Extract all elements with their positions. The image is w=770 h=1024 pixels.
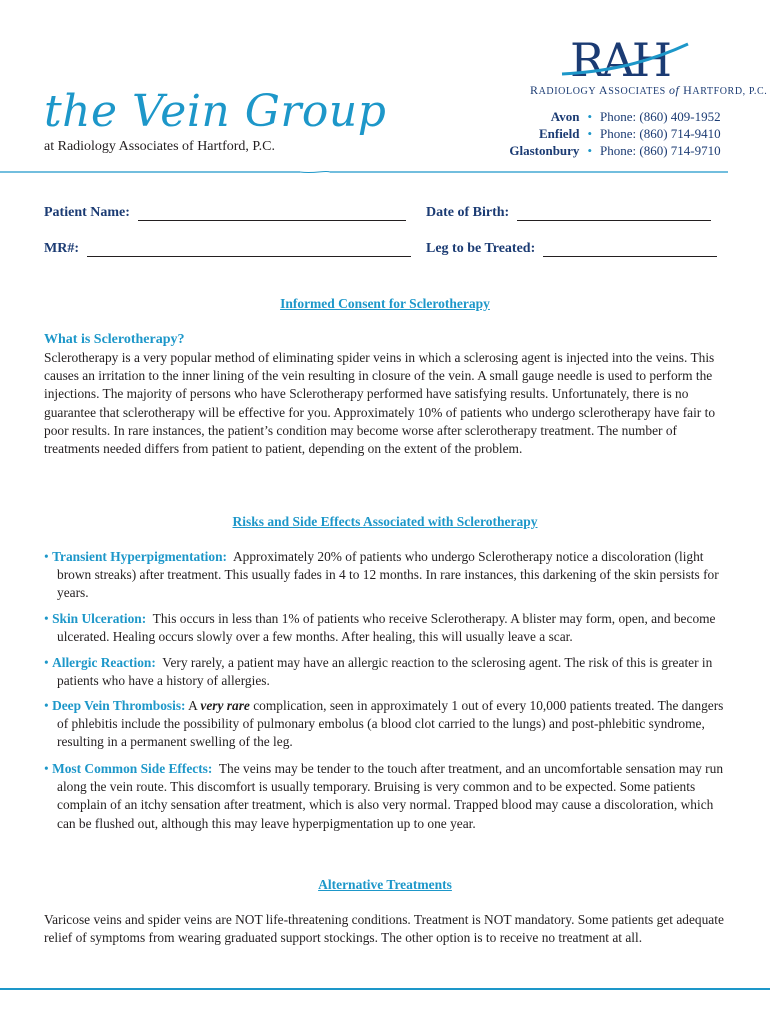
risk-text: Approximately 20% of patients who undergo Sclerotherapy notice a discoloration (light brown streaks) after treatment. This usually fades in 4 to 12 months. In rare instances, this darkening of the skin persists for years. [57,549,719,601]
footer-divider [0,988,770,990]
risk-term: Most Common Side Effects: [52,761,213,776]
risk-item [44,760,730,833]
patient-name-field[interactable]: Patient Name: [44,205,406,221]
bullet-dot: • [587,109,592,124]
location-glastonbury: Glastonbury • Phone: (860) 714-9710 [509,143,721,158]
alternatives-heading: Alternative Treatments [318,877,452,892]
risk-item [44,654,730,690]
rah-caption: RADIOLOGY ASSOCIATES of HARTFORD, P.C. [530,83,768,97]
risk-item [44,548,730,603]
risk-item: • Deep Vein Thrombosis: A very rare complication, seen in approximately 1 out of every 10,000 patients treated. The dangers of phlebitis include the possibility of pulmonary embolus (a blood clot carried to the lungs) and post-phlebitic syndrome, resulting in a permanent swelling of the leg. [44,698,724,750]
date-of-birth-field[interactable]: Date of Birth: [426,205,711,221]
risk-term: Allergic Reaction: [52,655,156,670]
leg-to-be-treated-field[interactable]: Leg to be Treated: [426,241,717,257]
date-of-birth-line[interactable] [517,206,711,221]
bullet-dot: • [44,761,49,776]
risk-text: complication, seen in approximately 1 out of every 10,000 patients treated. The dangers of phlebitis include the possibility of pulmonary embolus (a blood clot carried to the lungs) and post-phlebitic syndrome, resulting in a permanent swelling of the leg. [57,698,724,750]
what-is-paragraph: Sclerotherapy is a very popular method of eliminating spider veins in which a sclerosing agent is injected into the veins. This causes an irritation to the inner lining of the vein resulting in closure of the vein. A small gauge needle is used to perform the injections. The majority of persons who have Sclerotherapy performed have satisfying results. Unfortunately, there is no guarantee that sclerotherapy will be effective for you. Approximately 10% of patients who undergo sclerotherapy have fair to poor results. In rare instances, the patient’s condition may become worse after sclerotherapy treatment. The number of treatments needed differs from patient to patient, depending on the extent of the problem. [44,350,716,457]
risk-text: This occurs in less than 1% of patients who receive Sclerotherapy. A blister may form, open, and become ulcerated. Healing occurs slowly over a few months. After healing, this will usually leave a scar. [57,611,716,645]
bullet-dot: • [587,126,592,141]
patient-name-line[interactable] [138,206,406,221]
rah-logo [560,32,690,84]
bullet-dot: • [587,143,592,158]
emphasis-very-rare: very rare [200,698,250,713]
header-divider [0,160,770,190]
location-avon: Avon • Phone: (860) 409-1952 [550,109,721,124]
mr-number-line[interactable] [87,242,411,257]
rah-logo-text: RAH [570,33,669,84]
bullet-dot: • [44,698,49,713]
location-enfield: Enfield • Phone: (860) 714-9410 [538,126,721,141]
risks-heading: Risks and Side Effects Associated with Sclerotherapy [232,514,538,529]
bullet-dot: • [44,549,49,564]
vein-group-logo-title: the Vein Group [44,86,387,137]
consent-title: Informed Consent for Sclerotherapy [280,296,490,311]
risk-term: Deep Vein Thrombosis: [52,698,186,713]
mr-number-field[interactable]: MR#: [44,241,411,257]
bullet-dot: • [44,611,49,626]
risk-text: Very rarely, a patient may have an allergic reaction to the sclerosing agent. The risk of this is greater in patients who have a history of allergies. [57,655,713,689]
risk-item [44,610,730,646]
office-locations [499,108,726,159]
alternatives-paragraph: Varicose veins and spider veins are NOT life-threatening conditions. Treatment is NOT mandatory. Some patients get adequate relief of symptoms from wearing graduated support stockings. The other option is to receive no treatment at all. [44,912,724,946]
bullet-dot: • [44,655,49,670]
risk-term: Skin Ulceration: [52,611,147,626]
vein-group-subtitle: at Radiology Associates of Hartford, P.C. [44,139,275,154]
risk-text: The veins may be tender to the touch after treatment, and an uncomfortable sensation may run along the vein route. This discomfort is usually temporary. Bruising is very common and to be expected. Some patients complain of an itchy sensation after treatment, which is also very normal. Trapped blood may cause a discoloration, which can be flushed out, although this may leave hyperpigmentation up to one year. [57,761,724,831]
what-is-heading: What is Sclerotherapy? [44,332,185,347]
risk-term: Transient Hyperpigmentation: [52,549,228,564]
leg-to-be-treated-line[interactable] [543,242,717,257]
